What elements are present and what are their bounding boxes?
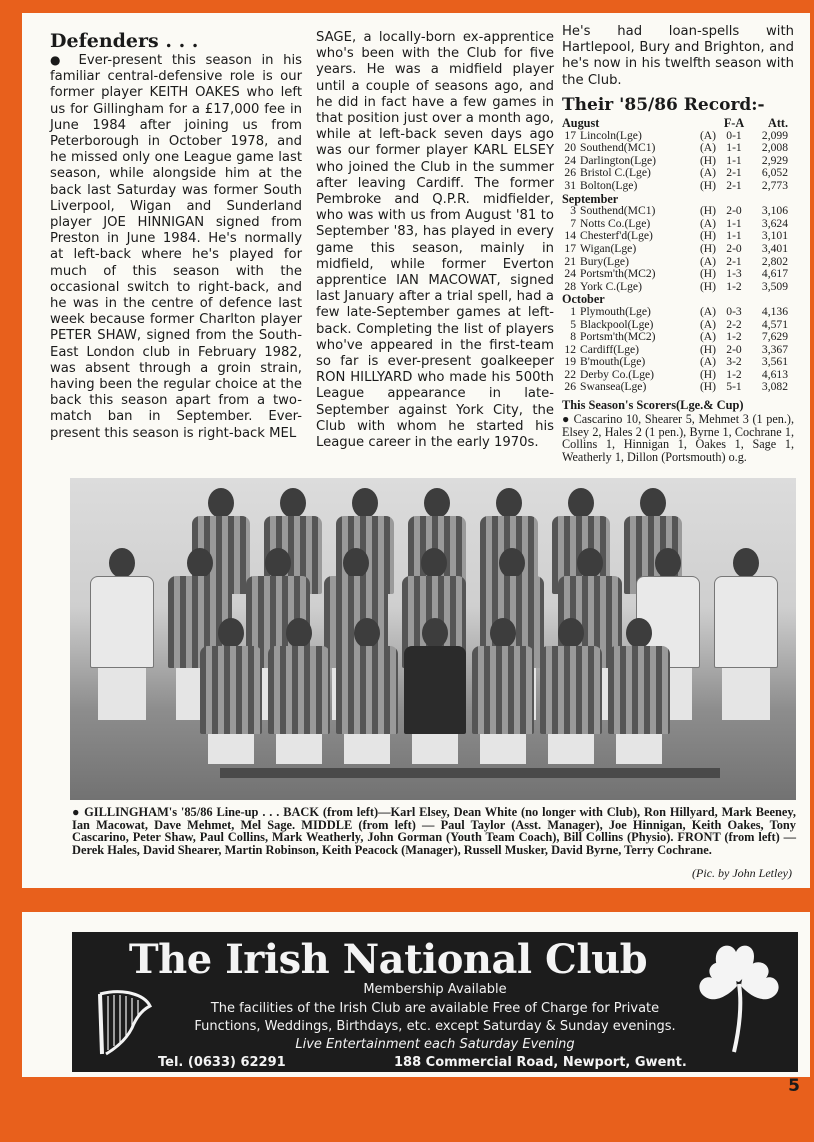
fixtures-header-row [562, 117, 788, 130]
player-legs [98, 668, 146, 720]
fixture-day: 1 [570, 304, 576, 318]
fixture-venue: (A) [699, 355, 717, 369]
player-legs [722, 668, 770, 720]
fixture-score: 5-1 [726, 380, 742, 394]
month-label: October [562, 292, 605, 307]
fixtures-body [562, 117, 788, 394]
article-column-2 [316, 30, 554, 451]
fixture-venue: (H) [699, 204, 717, 218]
fixture-attendance: 4,613 [761, 367, 788, 381]
fixture-attendance: 7,629 [761, 330, 788, 344]
fixture-venue: (H) [699, 380, 717, 394]
fixture-venue: (H) [699, 229, 717, 243]
fixture-row [562, 142, 788, 155]
fixture-day: 5 [570, 317, 576, 331]
fixture-score: 0-3 [726, 304, 742, 318]
fixture-row [562, 356, 788, 369]
fixture-day: 3 [570, 204, 576, 218]
fixture-attendance: 4,617 [761, 267, 788, 281]
fixture-venue: (H) [699, 279, 717, 293]
column-2-body: SAGE, a locally-born ex-apprentice who's been with the Club for five years. He was a midfield player until a couple of seasons ago, and he did in fact have a few games in that position just over a month ago, while at left-back seven days ago was our former player KARL ELSEY who joined the Club in the summer after leaving Cardiff. The former Pembroke and Q.P.R. midfielder, who was with us from August '81 to September '83, has played in every game this season, mainly in midfield, while former Everton apprentice IAN MACOWAT, signed last January after a trial spell, had a few late-September games at left-back. Completing the list of players who've appeared in the first-team so far is ever-present goalkeeper RON HILLYARD who made his 500th League appearance in late-September against York City, the Club with whom he started his League career in the early 1970s. [316, 30, 554, 451]
fixture-row [562, 381, 788, 394]
player-legs [344, 734, 390, 764]
player-head [640, 488, 666, 518]
fixture-score: 1-3 [726, 267, 742, 281]
player-head [354, 618, 380, 648]
advert-address: 188 Commercial Road, Newport, Gwent. [394, 1055, 687, 1070]
fixture-opponent: Bury(Lge) [580, 254, 629, 268]
fixture-opponent: Portsm'th(MC2) [580, 330, 656, 344]
fixture-venue: (H) [699, 342, 717, 356]
advert-line-3: Live Entertainment each Saturday Evening [295, 1037, 575, 1052]
player-head [558, 618, 584, 648]
fixture-score: 2-1 [726, 178, 742, 192]
photo-caption: ● GILLINGHAM's '85/86 Line-up . . . BACK (from left)—Karl Elsey, Dean White (no longer with Club), Ron Hillyard, Mark Beeney, Ian Macowat, Dave Mehmet, Mel Sage. MIDDLE (from left) — Paul Taylor (Asst. Manager), Joe Hinnigan, Keith Oakes, Tony Cascarino, Peter Shaw, Paul Collins, Mark Weatherly, John Gorman (Youth Team Coach), Bill Collins (Physio). FRONT (from left) — Derek Hales, David Shearer, Martin Robinson, Keith Peacock (Manager), Russell Musker, David Byrne, Terry Cochrane. [72, 805, 796, 857]
fixture-score: 1-1 [726, 153, 742, 167]
advert-line-1: The facilities of the Irish Club are available Free of Charge for Private [210, 1001, 660, 1016]
advert-title: The Irish National Club [128, 936, 648, 983]
player-head [218, 618, 244, 648]
player-head [208, 488, 234, 518]
fixture-score: 2-2 [726, 317, 742, 331]
player-body [472, 646, 534, 734]
fixture-row [562, 331, 788, 344]
player-head [496, 488, 522, 518]
fixture-day: 24 [564, 267, 576, 281]
irish-club-advert [72, 932, 798, 1072]
fixture-day: 26 [564, 166, 576, 180]
player-body [608, 646, 670, 734]
fixture-score: 2-1 [726, 166, 742, 180]
fixture-day: 21 [564, 254, 576, 268]
fixture-score: 1-2 [726, 330, 742, 344]
fixture-day: 20 [564, 141, 576, 155]
article-column-1-text [50, 52, 302, 442]
record-heading: Their '85/86 Record:- [562, 94, 765, 115]
fixture-opponent: Blackpool(Lge) [580, 317, 654, 331]
fixture-day: 17 [564, 241, 576, 255]
player-head [499, 548, 525, 578]
player-body [336, 646, 398, 734]
player-head [265, 548, 291, 578]
player-head [280, 488, 306, 518]
fixture-score: 1-1 [726, 229, 742, 243]
player-body [404, 646, 466, 734]
fixture-day: 17 [564, 128, 576, 142]
player-head [343, 548, 369, 578]
fixture-day: 14 [564, 229, 576, 243]
fixture-opponent: Cardiff(Lge) [580, 342, 640, 356]
player-legs [480, 734, 526, 764]
photo-credit: (Pic. by John Letley) [692, 866, 792, 880]
player-head [352, 488, 378, 518]
fixture-opponent: Plymouth(Lge) [580, 304, 651, 318]
player-body [714, 576, 778, 668]
player-head [422, 618, 448, 648]
fixture-day: 28 [564, 279, 576, 293]
fixture-opponent: Notts Co.(Lge) [580, 216, 651, 230]
fixture-score: 1-1 [726, 141, 742, 155]
fixture-row [562, 306, 788, 319]
fixture-day: 8 [570, 330, 576, 344]
bullet-icon: ● [50, 53, 66, 67]
player-body [540, 646, 602, 734]
team-bench [220, 768, 720, 778]
advert-membership: Membership Available [363, 982, 507, 997]
fixture-attendance: 3,561 [761, 355, 788, 369]
fixture-score: 2-1 [726, 254, 742, 268]
fixture-score: 0-1 [726, 128, 742, 142]
player-head [421, 548, 447, 578]
month-label: August [562, 116, 600, 131]
fixture-day: 26 [564, 380, 576, 394]
header-att: Att. [768, 116, 788, 131]
fixture-row [562, 243, 788, 256]
fixture-venue: (H) [699, 178, 717, 192]
fixture-opponent: Portsm'th(MC2) [580, 267, 656, 281]
fixture-venue: (A) [699, 128, 717, 142]
fixture-attendance: 2,773 [761, 178, 788, 192]
orange-edge-tab [0, 898, 22, 920]
player-head [286, 618, 312, 648]
player-head [733, 548, 759, 578]
fixture-opponent: Southend(MC1) [580, 141, 656, 155]
player-head [424, 488, 450, 518]
fixture-day: 12 [564, 342, 576, 356]
fixture-venue: (H) [699, 241, 717, 255]
fixture-attendance: 3,082 [761, 380, 788, 394]
fixture-opponent: York C.(Lge) [580, 279, 642, 293]
player-body [200, 646, 262, 734]
player-body [90, 576, 154, 668]
fixture-day: 7 [570, 216, 576, 230]
scorers-title: This Season's Scorers(Lge.& Cup) [562, 398, 744, 413]
fixture-day: 24 [564, 153, 576, 167]
player-legs [276, 734, 322, 764]
article-heading: Defenders . . . [50, 30, 199, 52]
player-legs [208, 734, 254, 764]
fixture-venue: (H) [699, 153, 717, 167]
fixture-score: 2-0 [726, 241, 742, 255]
player-head [568, 488, 594, 518]
player-head [109, 548, 135, 578]
fixture-venue: (A) [699, 166, 717, 180]
article-column-1 [50, 30, 302, 442]
fixture-opponent: Derby Co.(Lge) [580, 367, 655, 381]
article-column-3 [562, 24, 794, 463]
fixture-score: 3-2 [726, 355, 742, 369]
advert-telephone: Tel. (0633) 62291 [158, 1055, 286, 1070]
fixture-opponent: B'mouth(Lge) [580, 355, 646, 369]
fixture-attendance: 4,571 [761, 317, 788, 331]
month-label: September [562, 191, 619, 206]
fixture-attendance: 2,929 [761, 153, 788, 167]
fixture-attendance: 3,509 [761, 279, 788, 293]
fixture-attendance: 2,802 [761, 254, 788, 268]
player-head [187, 548, 213, 578]
fixture-day: 19 [564, 355, 576, 369]
fixture-attendance: 4,136 [761, 304, 788, 318]
fixture-opponent: Lincoln(Lge) [580, 128, 642, 142]
fixture-opponent: Darlington(Lge) [580, 153, 656, 167]
fixture-row [562, 268, 788, 281]
fixture-attendance: 3,106 [761, 204, 788, 218]
fixture-venue: (H) [699, 267, 717, 281]
column-3-body: He's had loan-spells with Hartlepool, Bury and Brighton, and he's now in his twelfth season with the Club. [562, 24, 794, 88]
fixture-opponent: Wigan(Lge) [580, 241, 637, 255]
page-number: 5 [788, 1076, 800, 1096]
fixture-day: 31 [564, 178, 576, 192]
fixture-venue: (A) [699, 317, 717, 331]
fixture-venue: (A) [699, 330, 717, 344]
fixture-venue: (A) [699, 254, 717, 268]
fixture-score: 1-2 [726, 367, 742, 381]
fixture-venue: (A) [699, 304, 717, 318]
advert-line-2: Functions, Weddings, Birthdays, etc. except Saturday & Sunday evenings. [194, 1019, 676, 1034]
fixture-row [562, 205, 788, 218]
header-fa: F-A [723, 116, 745, 131]
player-head [577, 548, 603, 578]
player-body [268, 646, 330, 734]
scorers-list: ● Cascarino 10, Shearer 5, Mehmet 3 (1 pen.), Elsey 2, Hales 2 (1 pen.), Byrne 1, Cochrane 1, Collins 1, Hinnigan 1, Oakes 1, Sage 1, Weatherly 1, Dillon (Portsmouth) o.g. [562, 412, 794, 464]
fixture-attendance: 3,401 [761, 241, 788, 255]
fixture-venue: (H) [699, 367, 717, 381]
fixture-attendance: 3,624 [761, 216, 788, 230]
fixture-score: 1-1 [726, 216, 742, 230]
fixture-opponent: Bolton(Lge) [580, 178, 638, 192]
player-head [626, 618, 652, 648]
fixture-attendance: 3,101 [761, 229, 788, 243]
fixture-opponent: Bristol C.(Lge) [580, 166, 651, 180]
fixture-score: 2-0 [726, 204, 742, 218]
player-legs [412, 734, 458, 764]
fixture-attendance: 6,052 [761, 166, 788, 180]
player-head [490, 618, 516, 648]
fixture-row [562, 180, 788, 193]
fixture-venue: (A) [699, 141, 717, 155]
player-legs [548, 734, 594, 764]
fixture-score: 1-2 [726, 279, 742, 293]
player-head [655, 548, 681, 578]
column-1-body: Ever-present this season in his familiar central-defensive role is our former player KEITH OAKES who left us for Gillingham for a £17,000 fee in June 1984 after joining us from Peterborough in October 1978, and he missed only one League game last season, while alongside him at the back last Saturday was former South Liverpool, Wigan and Sunderland player JOE HINNIGAN signed from Preston in June 1984. He's normally at left-back where he's played for much of this season with the occasional switch to right-back, and he was in the centre of defence last week because former Charlton player PETER SHAW, signed from the South-East London club in February 1982, was absent through a groin strain, having been the regular choice at the back this season apart from a two-match ban in September. Ever-present this season is right-back MEL [50, 53, 302, 441]
fixtures-table [562, 117, 788, 394]
fixture-attendance: 2,008 [761, 141, 788, 155]
player-legs [616, 734, 662, 764]
fixture-attendance: 2,099 [761, 128, 788, 142]
fixture-day: 22 [564, 367, 576, 381]
fixture-attendance: 3,367 [761, 342, 788, 356]
fixture-venue: (A) [699, 216, 717, 230]
fixture-score: 2-0 [726, 342, 742, 356]
fixture-opponent: Chesterf'd(Lge) [580, 229, 653, 243]
fixture-opponent: Swansea(Lge) [580, 380, 647, 394]
team-photo [70, 478, 796, 800]
fixture-opponent: Southend(MC1) [580, 204, 656, 218]
